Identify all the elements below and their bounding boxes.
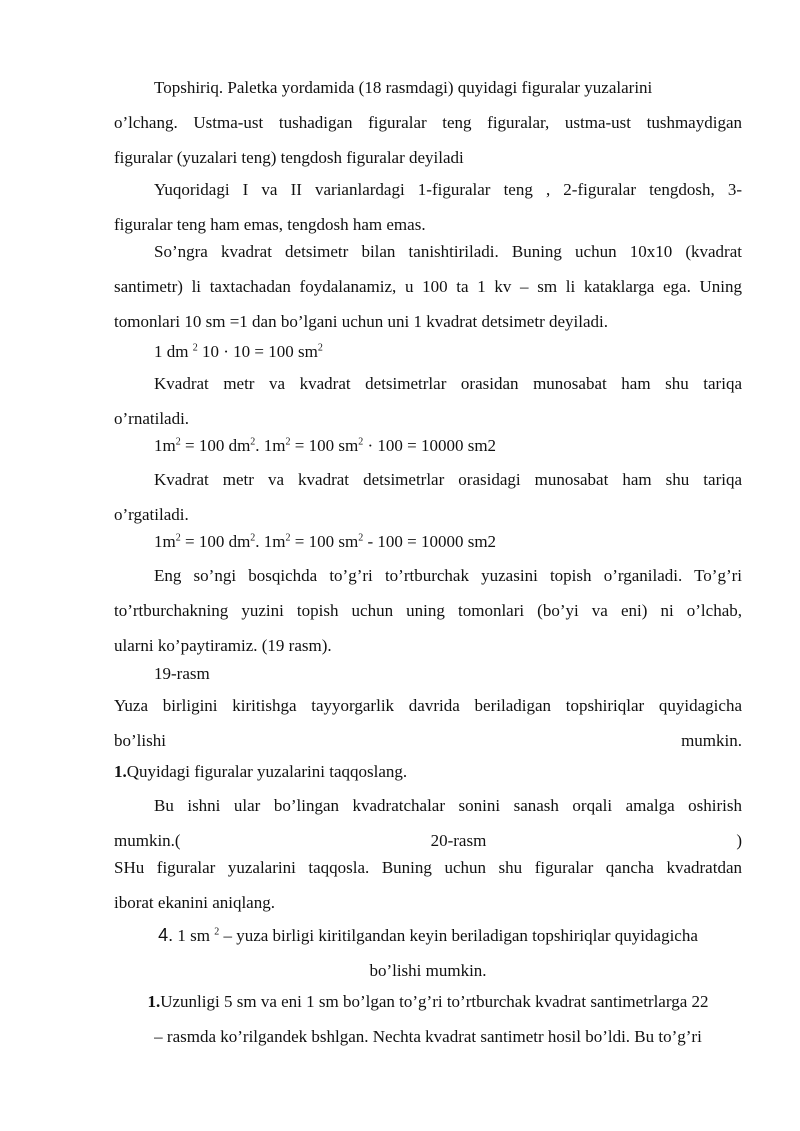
formula-m2-1 [114,428,742,463]
task-heading-4 [114,918,742,988]
text-part: – yuza birligi kiritilgandan keyin beriladigan topshiriqlar quyidagicha [219,926,698,945]
task-number: 1. [114,762,127,781]
superscript: 2 [358,436,364,448]
text-word: mumkin. [681,731,742,750]
formula-part: 1 dm [154,342,193,361]
paragraph-preparation [114,688,742,758]
formula-part: · 100 = 10000 sm2 [363,436,497,455]
text-word: ) [736,831,742,850]
text-line: Yuza birligini kiritishga tayyorgarlik davrida beriladigan topshiriqlar quyidagicha [114,696,742,715]
text-line: santimetr) li taxtachadan foydalanamiz, u 100 ta 1 kv – sm li kataklarga ega. Uning [114,277,742,296]
task-heading-1 [114,754,742,789]
figure-caption-19 [114,656,742,691]
formula-part: 1m [154,436,176,455]
text-line: iborat ekanini aniqlang. [114,893,275,912]
text-line: ularni ko’paytiramiz. (19 rasm). [114,636,332,655]
formula-part: . 1m [255,532,286,551]
paragraph-relation-2 [114,462,742,532]
figure-caption-text: 19-rasm [154,664,210,683]
superscript: 2 [250,436,256,448]
text-line [114,723,742,758]
text-line [114,918,742,953]
text-word: mumkin.( [114,831,181,850]
text-line: Eng so’ngi bosqichda to’g’ri to’rtburchak yuzasini topish o’rganiladi. To’g’ri [154,566,742,585]
paragraph-counting [114,788,742,858]
superscript: 2 [175,436,181,448]
superscript: 2 [285,532,291,544]
text-line: Kvadrat metr va kvadrat detsimetrlar orasidan munosabat ham shu tariqa [154,374,742,393]
formula-part: = 100 dm [180,532,251,551]
formula-line [114,428,742,463]
formula-part: = 100 sm [290,436,359,455]
text-line: tomonlari 10 sm =1 dan bo’lgani uchun uni 1 kvadrat detsimetr deyiladi. [114,312,608,331]
formula-part: 1m [154,532,176,551]
paragraph-task [114,70,742,175]
formula-dm2 [114,334,742,369]
formula-part: . 1m [255,436,286,455]
text-line: o’rnatiladi. [114,409,190,428]
task-number: 4. [158,925,174,945]
formula-part: 10 · 10 = 100 sm [197,342,318,361]
superscript: 2 [285,436,291,448]
task-number: 1. [147,992,161,1011]
figure-ref-20: 20-rasm [430,831,487,850]
superscript: 2 [192,342,198,354]
text-line: bo’lishi mumkin. [369,961,487,980]
superscript: 2 [175,532,181,544]
text-line: – rasmda ko’rilgandek bshlgan. Nechta kvadrat santimetr hosil bo’ldi. Bu to’g’ri [154,1027,702,1046]
superscript: 2 [317,342,323,354]
task-text: Quyidagi figuralar yuzalarini taqqoslang. [126,762,408,781]
text-part: 1 sm [173,926,215,945]
superscript: 2 [214,926,220,938]
formula-line [114,524,742,559]
text-line: to’rtburchakning yuzini topish uchun uning tomonlari (bo’yi va eni) ni o’lchab, [114,601,742,620]
formula-part: = 100 sm [290,532,359,551]
paragraph-variants [114,172,742,242]
formula-line [114,334,742,369]
text-line: o’rgatiladi. [114,505,189,524]
text-line: o’lchang. Ustma-ust tushadigan figuralar teng figuralar, ustma-ust tushmaydigan [114,113,742,132]
task-heading-1b [114,984,742,1054]
formula-part: - 100 = 10000 sm2 [363,532,497,551]
text-line [114,70,742,105]
paragraph-compare [114,850,742,920]
text-line-content: Topshiriq. Paletka yordamida (18 rasmdagi) quyidagi figuralar yuzalarini [154,78,653,97]
formula-part: = 100 dm [180,436,251,455]
text-line [114,754,742,789]
text-line: figuralar (yuzalari teng) tengdosh figuralar deyiladi [114,148,464,167]
paragraph-square-decimeter [114,234,742,339]
text-line: Yuqoridagi I va II varianlardagi 1-figuralar teng , 2-figuralar tengdosh, 3- [154,180,742,199]
text-line: Bu ishni ular bo’lingan kvadratchalar sonini sanash orqali amalga oshirish [154,796,742,815]
text-part: Uzunligi 5 sm va eni 1 sm bo’lgan to’g’ri to’rtburchak kvadrat santimetrlarga 22 [160,992,709,1011]
paragraph-rectangle-area [114,558,742,663]
formula-m2-2 [114,524,742,559]
text-line: Kvadrat metr va kvadrat detsimetrlar orasidagi munosabat ham shu tariqa [154,470,742,489]
text-word: bo’lishi [114,731,166,750]
superscript: 2 [358,532,364,544]
paragraph-relation-1 [114,366,742,436]
text-line: So’ngra kvadrat detsimetr bilan tanishtiriladi. Buning uchun 10x10 (kvadrat [154,242,742,261]
text-line: SHu figuralar yuzalarini taqqosla. Buning uchun shu figuralar qancha kvadratdan [114,858,742,877]
text-line [114,984,742,1019]
superscript: 2 [250,532,256,544]
text-line: figuralar teng ham emas, tengdosh ham emas. [114,215,426,234]
